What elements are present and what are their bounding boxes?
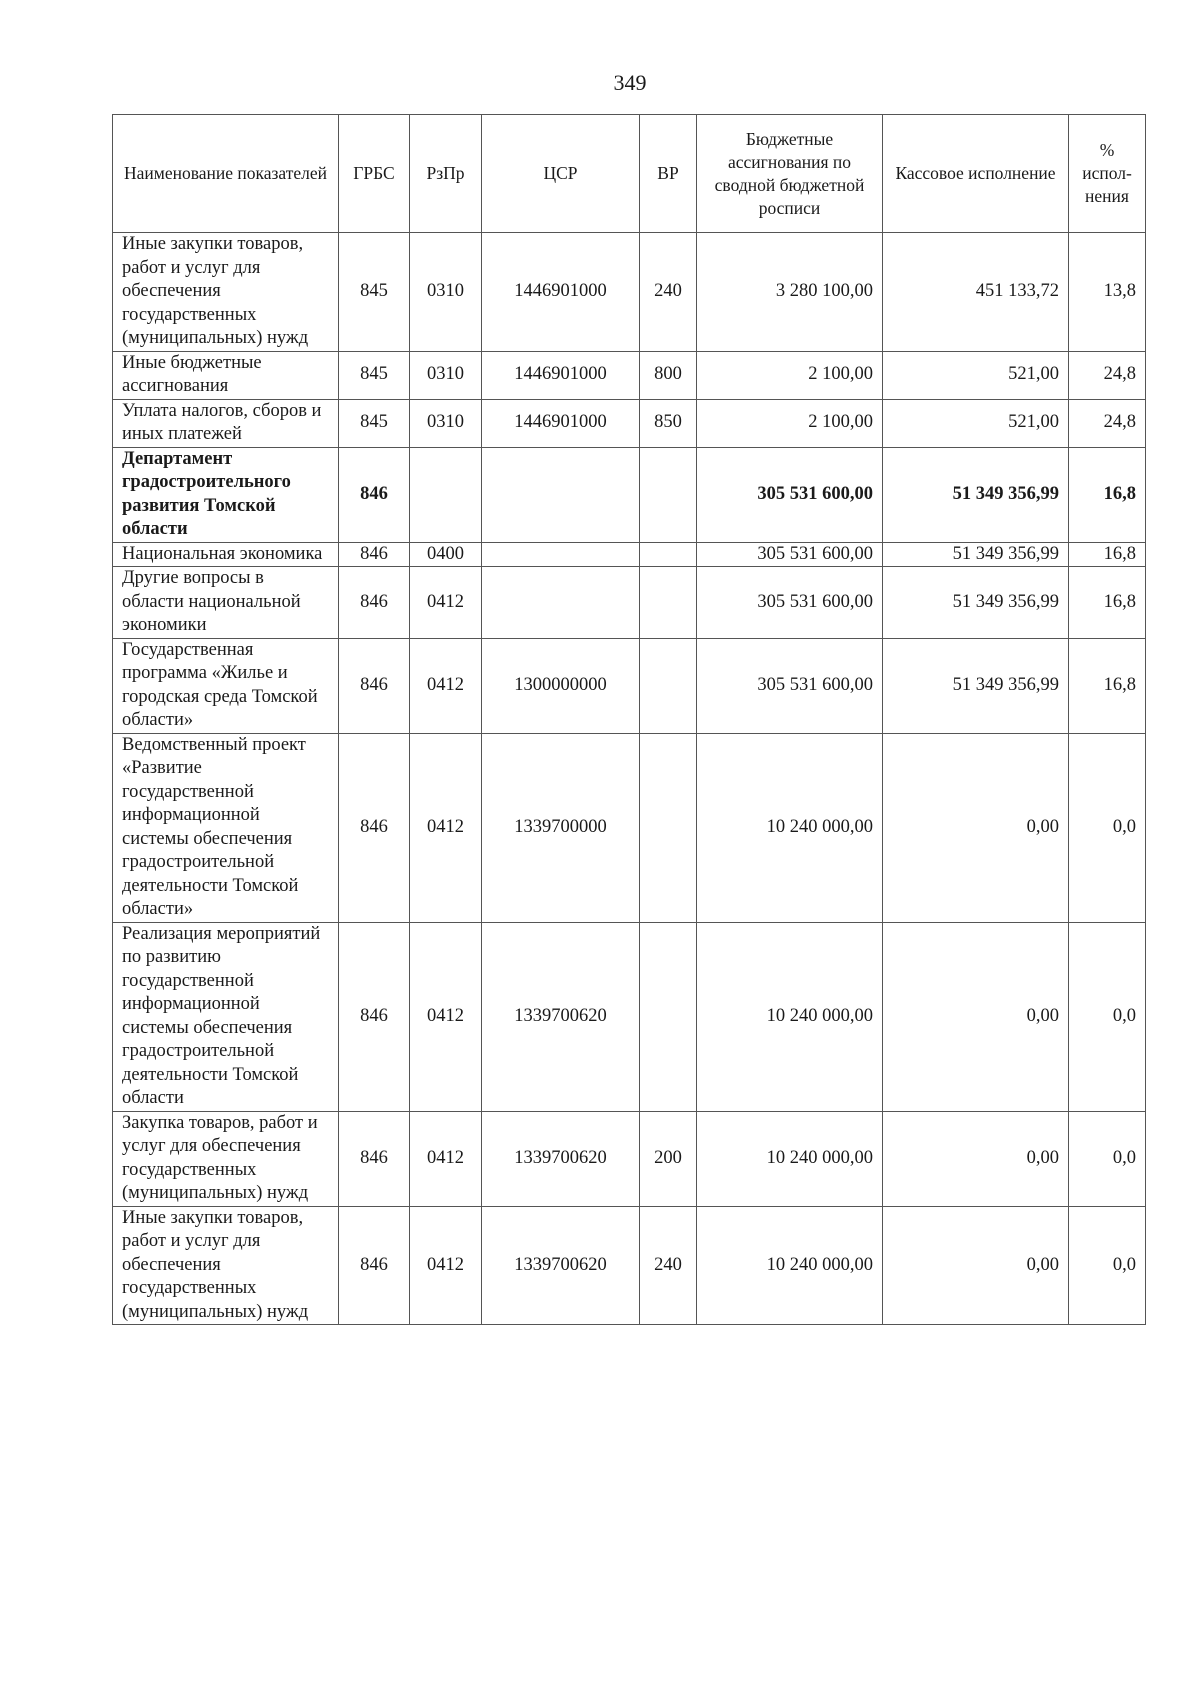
header-grbs: ГРБС <box>339 115 410 233</box>
cell-vr: 240 <box>640 1206 697 1325</box>
cell-csr: 1339700620 <box>482 1206 640 1325</box>
cell-name: Департамент градостроительного развития Томской области <box>113 447 339 542</box>
cell-csr: 1339700620 <box>482 922 640 1111</box>
cell-rzpr: 0412 <box>410 1206 482 1325</box>
cell-assignments: 10 240 000,00 <box>697 1206 883 1325</box>
cell-rzpr: 0400 <box>410 542 482 567</box>
cell-rzpr: 0412 <box>410 567 482 639</box>
cell-percent: 16,8 <box>1069 638 1146 733</box>
header-cash: Кассовое исполнение <box>883 115 1069 233</box>
cell-vr: 800 <box>640 351 697 399</box>
cell-cash: 0,00 <box>883 733 1069 922</box>
header-percent: % испол-нения <box>1069 115 1146 233</box>
cell-name: Национальная экономика <box>113 542 339 567</box>
cell-grbs: 846 <box>339 567 410 639</box>
cell-name: Реализация мероприятий по развитию государственной информационной системы обеспечения градостроительной деятельности Томской области <box>113 922 339 1111</box>
cell-rzpr: 0310 <box>410 351 482 399</box>
cell-cash: 0,00 <box>883 1111 1069 1206</box>
table-row <box>113 1111 1146 1206</box>
cell-grbs: 846 <box>339 447 410 542</box>
cell-csr: 1339700620 <box>482 1111 640 1206</box>
cell-grbs: 846 <box>339 1111 410 1206</box>
cell-cash: 51 349 356,99 <box>883 567 1069 639</box>
cell-percent: 16,8 <box>1069 542 1146 567</box>
cell-grbs: 846 <box>339 1206 410 1325</box>
cell-vr <box>640 542 697 567</box>
cell-percent: 16,8 <box>1069 447 1146 542</box>
cell-assignments: 10 240 000,00 <box>697 1111 883 1206</box>
cell-name: Другие вопросы в области национальной экономики <box>113 567 339 639</box>
cell-assignments: 2 100,00 <box>697 351 883 399</box>
cell-name: Государственная программа «Жилье и городская среда Томской области» <box>113 638 339 733</box>
cell-cash: 521,00 <box>883 351 1069 399</box>
cell-assignments: 305 531 600,00 <box>697 447 883 542</box>
cell-rzpr: 0412 <box>410 922 482 1111</box>
cell-assignments: 10 240 000,00 <box>697 922 883 1111</box>
cell-percent: 0,0 <box>1069 1111 1146 1206</box>
cell-name: Закупка товаров, работ и услуг для обеспечения государственных (муниципальных) нужд <box>113 1111 339 1206</box>
cell-percent: 24,8 <box>1069 399 1146 447</box>
cell-assignments: 305 531 600,00 <box>697 567 883 639</box>
table-row <box>113 733 1146 922</box>
page-number: 349 <box>613 70 647 95</box>
table-row <box>113 922 1146 1111</box>
cell-rzpr: 0412 <box>410 1111 482 1206</box>
cell-rzpr <box>410 447 482 542</box>
cell-vr <box>640 733 697 922</box>
cell-assignments: 305 531 600,00 <box>697 638 883 733</box>
cell-assignments: 2 100,00 <box>697 399 883 447</box>
cell-name: Иные бюджетные ассигнования <box>113 351 339 399</box>
cell-csr: 1446901000 <box>482 233 640 352</box>
cell-percent: 0,0 <box>1069 733 1146 922</box>
cell-name: Иные закупки товаров, работ и услуг для обеспечения государственных (муниципальных) нужд <box>113 233 339 352</box>
cell-vr: 240 <box>640 233 697 352</box>
cell-vr <box>640 567 697 639</box>
cell-grbs: 845 <box>339 351 410 399</box>
cell-percent: 24,8 <box>1069 351 1146 399</box>
cell-percent: 0,0 <box>1069 1206 1146 1325</box>
table-row <box>113 447 1146 542</box>
cell-cash: 451 133,72 <box>883 233 1069 352</box>
table-body <box>113 233 1146 1325</box>
cell-vr <box>640 638 697 733</box>
cell-assignments: 305 531 600,00 <box>697 542 883 567</box>
table-row <box>113 638 1146 733</box>
cell-vr <box>640 922 697 1111</box>
cell-rzpr: 0310 <box>410 399 482 447</box>
cell-csr: 1446901000 <box>482 399 640 447</box>
cell-assignments: 3 280 100,00 <box>697 233 883 352</box>
cell-grbs: 845 <box>339 399 410 447</box>
cell-cash: 0,00 <box>883 922 1069 1111</box>
table-row <box>113 542 1146 567</box>
cell-csr <box>482 447 640 542</box>
cell-grbs: 845 <box>339 233 410 352</box>
cell-rzpr: 0310 <box>410 233 482 352</box>
cell-percent: 13,8 <box>1069 233 1146 352</box>
header-row <box>113 115 1146 233</box>
cell-percent: 16,8 <box>1069 567 1146 639</box>
cell-vr: 200 <box>640 1111 697 1206</box>
cell-csr: 1339700000 <box>482 733 640 922</box>
cell-vr <box>640 447 697 542</box>
cell-name: Иные закупки товаров, работ и услуг для обеспечения государственных (муниципальных) нужд <box>113 1206 339 1325</box>
header-csr: ЦСР <box>482 115 640 233</box>
cell-assignments: 10 240 000,00 <box>697 733 883 922</box>
cell-csr <box>482 542 640 567</box>
header-vr: ВР <box>640 115 697 233</box>
budget-execution-table <box>112 114 1146 1325</box>
header-rzpr: РзПр <box>410 115 482 233</box>
cell-cash: 0,00 <box>883 1206 1069 1325</box>
cell-grbs: 846 <box>339 542 410 567</box>
cell-csr: 1300000000 <box>482 638 640 733</box>
table-row <box>113 351 1146 399</box>
cell-csr <box>482 567 640 639</box>
cell-cash: 51 349 356,99 <box>883 542 1069 567</box>
cell-rzpr: 0412 <box>410 733 482 922</box>
cell-rzpr: 0412 <box>410 638 482 733</box>
table-row <box>113 399 1146 447</box>
cell-grbs: 846 <box>339 638 410 733</box>
cell-name: Ведомственный проект «Развитие государственной информационной системы обеспечения градостроительной деятельности Томской области» <box>113 733 339 922</box>
cell-grbs: 846 <box>339 922 410 1111</box>
table-row <box>113 567 1146 639</box>
cell-vr: 850 <box>640 399 697 447</box>
table-row <box>113 233 1146 352</box>
header-name: Наименование показателей <box>113 115 339 233</box>
header-assignments: Бюджетные ассигнования по сводной бюджетной росписи <box>697 115 883 233</box>
cell-cash: 51 349 356,99 <box>883 638 1069 733</box>
cell-csr: 1446901000 <box>482 351 640 399</box>
cell-cash: 51 349 356,99 <box>883 447 1069 542</box>
cell-cash: 521,00 <box>883 399 1069 447</box>
cell-grbs: 846 <box>339 733 410 922</box>
cell-percent: 0,0 <box>1069 922 1146 1111</box>
table-row <box>113 1206 1146 1325</box>
cell-name: Уплата налогов, сборов и иных платежей <box>113 399 339 447</box>
